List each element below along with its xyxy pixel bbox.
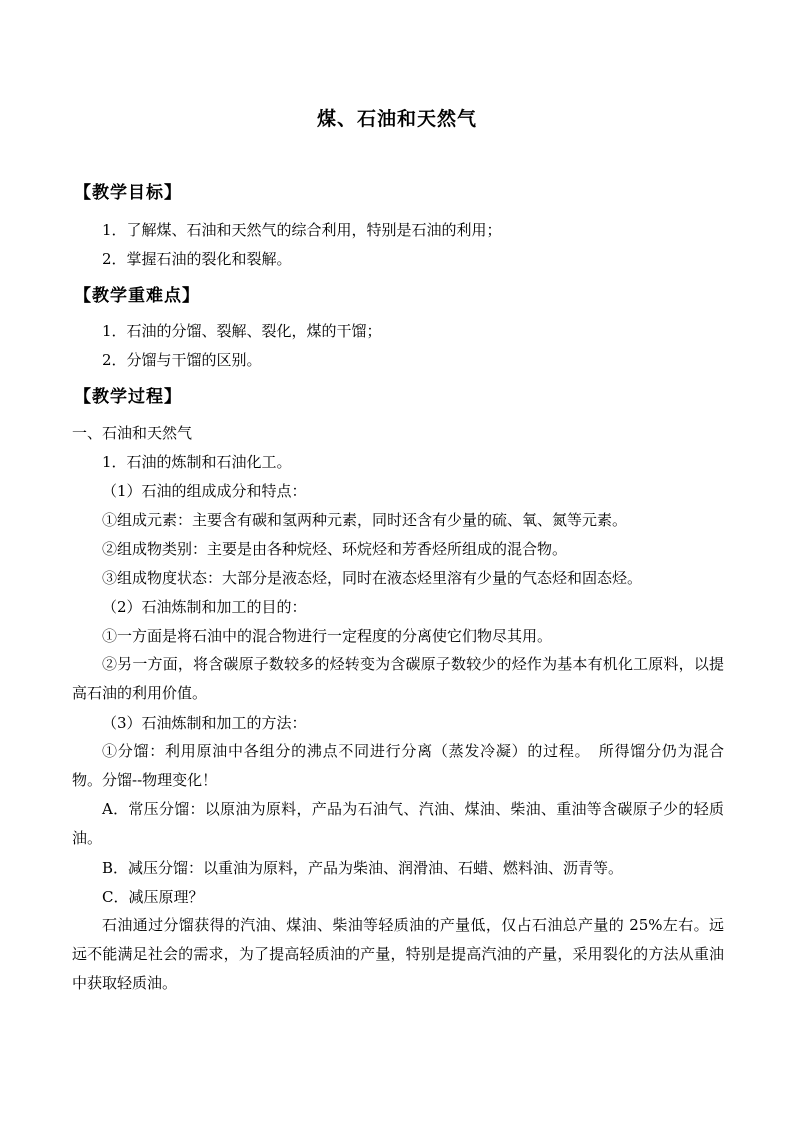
purpose-item-2: ②另一方面，将含碳原子数较多的烃转变为含碳原子数较少的烃作为基本有机化工原料，以提高石油的利用价值。 [72,655,724,702]
method-distillation: ①分馏：利用原油中各组分的沸点不同进行分离（蒸发冷凝）的过程。 所得馏分仍为混合物。分馏--物理变化！ [72,742,724,789]
composition-item-3: ③组成物度状态：大部分是液态烃，同时在液态烃里溶有少量的气态烃和固态烃。 [102,569,643,587]
purpose-item-1: ①一方面是将石油中的混合物进行一定程度的分离使它们物尽其用。 [102,627,553,645]
method-vacuum-principle: C．减压原理？ [102,888,204,906]
closing-paragraph: 石油通过分馏获得的汽油、煤油、柴油等轻质油的产量低，仅占石油总产量的 25%左右。远远不能满足社会的需求，为了提高轻质油的产量，特别是提高汽油的产量，采用裂化的方法从重油中获取轻质油。 [72,916,724,992]
method-vacuum-distillation: B．减压分馏：以重油为原料，产品为柴油、润滑油、石蜡、燃料油、沥青等。 [102,859,624,877]
keypoint-item-2: 2．分馏与干馏的区别。 [102,351,262,369]
heading-key-points: 【教学重难点】 [74,286,200,306]
heading-teaching-goals: 【教学目标】 [74,183,182,203]
method-atmospheric-distillation: A．常压分馏：以原油为原料，产品为石油气、汽油、煤油、柴油、重油等含碳原子少的轻质油。 [72,800,724,847]
subsection-title-purpose: （2）石油炼制和加工的目的： [102,598,307,616]
keypoint-item-1: 1．石油的分馏、裂解、裂化，煤的干馏； [102,322,382,340]
subsection-title-methods: （3）石油炼制和加工的方法： [102,714,307,732]
subsection-title-composition: （1）石油的组成成分和特点： [102,482,307,500]
composition-item-2: ②组成物类别：主要是由各种烷烃、环烷烃和芳香烃所组成的混合物。 [102,540,568,558]
composition-item-1: ①组成元素：主要含有碳和氢两种元素，同时还含有少量的硫、氧、氮等元素。 [102,511,628,529]
document-title: 煤、石油和天然气 [316,108,477,130]
subsection-title-refining: 1．石油的炼制和石油化工。 [102,453,292,471]
heading-teaching-process: 【教学过程】 [74,387,182,407]
goal-item-2: 2．掌握石油的裂化和裂解。 [102,250,292,268]
goal-item-1: 1．了解煤、石油和天然气的综合利用，特别是石油的利用； [102,221,502,239]
part-title-petroleum-gas: 一、石油和天然气 [72,424,193,442]
